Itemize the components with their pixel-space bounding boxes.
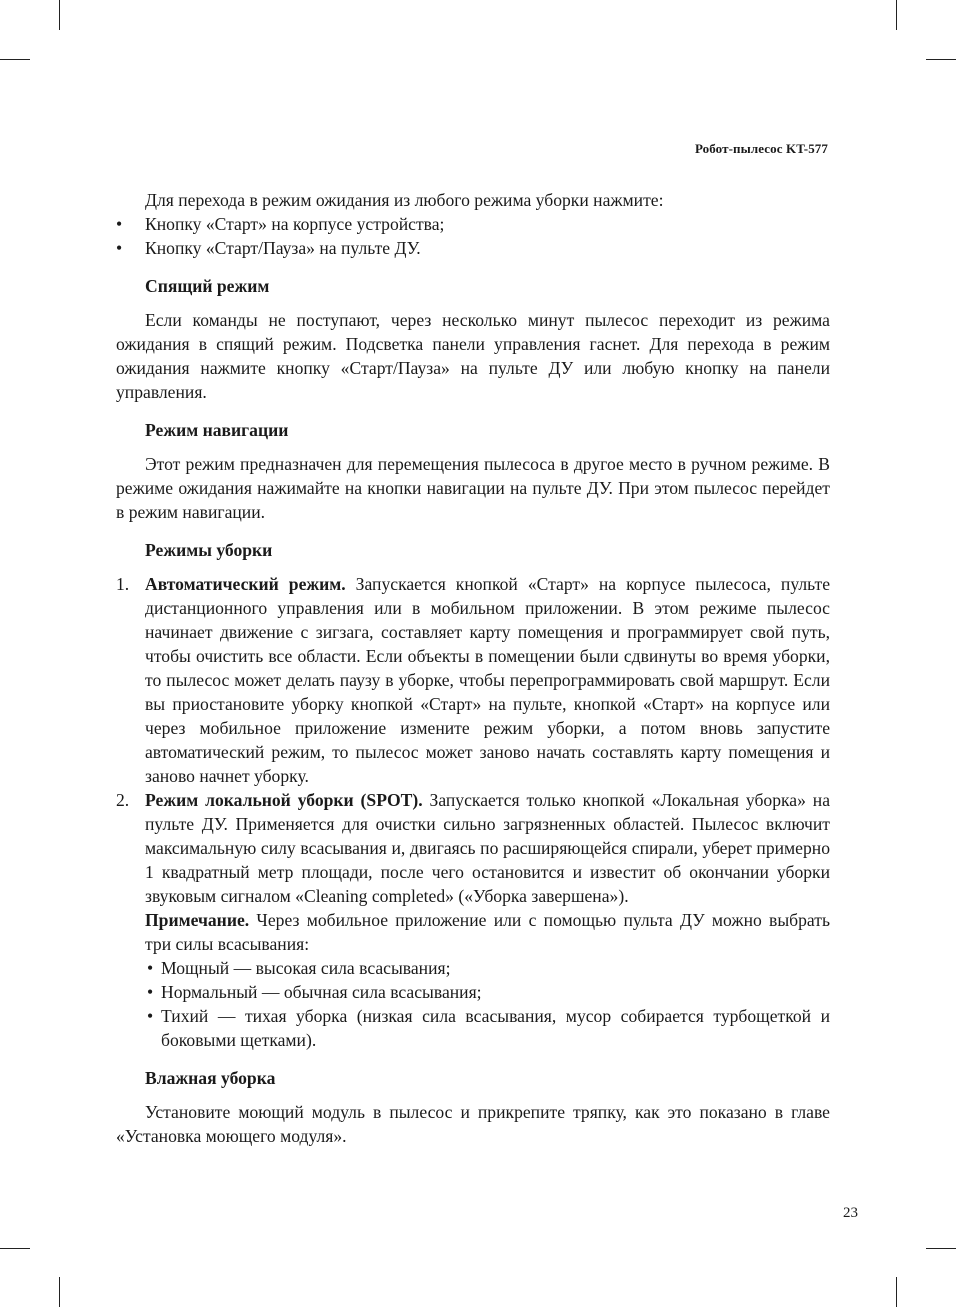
section-heading-wet-cleaning: Влажная уборка: [145, 1068, 276, 1088]
crop-mark-bottom-right: [896, 1277, 897, 1307]
note-paragraph: [116, 908, 830, 956]
list-item: [116, 980, 830, 1004]
note-label: Примечание.: [145, 910, 250, 930]
bullet-icon: •: [116, 214, 123, 234]
note-text: Через мобильное приложение или с помощью пульта ДУ можно выбрать три силы всасывания:: [145, 910, 830, 954]
list-item: [116, 1004, 830, 1052]
standby-intro: Для перехода в режим ожидания из любого режима уборки нажмите:: [145, 190, 664, 210]
list-item-text: Кнопку «Старт» на корпусе устройства;: [145, 214, 445, 234]
crop-mark-bottom-left-h: [0, 1248, 30, 1249]
item-lead: Режим локальной уборки (SPOT).: [145, 790, 423, 810]
list-item-text: Мощный — высокая сила всасывания;: [161, 958, 451, 978]
crop-mark-bottom-right-h: [926, 1248, 956, 1249]
item-number: 2.: [116, 790, 130, 810]
bullet-icon: •: [116, 238, 123, 258]
bullet-icon: •: [147, 958, 154, 978]
numbered-item-auto: [116, 572, 830, 788]
crop-mark-top-left-h: [0, 59, 30, 60]
item-text: Запускается кнопкой «Старт» на корпусе пылесоса, пульте дистанционного управления или в мобильном приложении. В этом режиме пылесос начинает движение с зигзага, составляет карту помещения и программирует свой путь, чтобы очистить все области. Если объекты в помещении были сдвинуты во время уборки, то пылесос может делать паузу в уборке, чтобы перепрограммировать свой маршрут. Если вы приостановите уборку кнопкой «Старт» на пульте, кнопкой «Старт» на корпусе или через мобильное приложение измените режим уборки, а потом вновь запустите автоматический режим, то пылесос может заново начать составлять карту помещения и заново начнет уборку.: [145, 574, 831, 786]
wet-paragraph: Установите моющий модуль в пылесос и прикрепите тряпку, как это показано в главе «Установка моющего модуля».: [116, 1102, 830, 1146]
item-text: Запускается только кнопкой «Локальная уборка» на пульте ДУ. Применяется для очистки сильно загрязненных областей. Пылесос включит максимальную силу всасывания и, двигаясь по расширяющейся спирали, уберет примерно 1 квадратный метр площади, после чего остановится и известит об окончании уборки звуковым сигналом «Cleaning completed» («Уборка завершена»).: [145, 790, 830, 906]
running-header: Робот-пылесос KT-577: [694, 141, 828, 156]
list-item-text: Нормальный — обычная сила всасывания;: [161, 982, 482, 1002]
section-heading-sleep: Спящий режим: [145, 276, 270, 296]
numbered-item-spot: [116, 788, 830, 908]
crop-mark-top-left: [59, 0, 60, 30]
list-item: [116, 212, 830, 236]
page-number: 23: [843, 1205, 858, 1221]
crop-mark-top-right: [896, 0, 897, 30]
navigation-paragraph: Этот режим предназначен для перемещения пылесоса в другое место в ручном режиме. В режиме ожидания нажимайте на кнопки навигации на пульте ДУ. При этом пылесос перейдет в режим навигации.: [116, 454, 830, 522]
list-item-text: Кнопку «Старт/Пауза» на пульте ДУ.: [145, 238, 421, 258]
list-item-text: Тихий — тихая уборка (низкая сила всасывания, мусор собирается турбощеткой и боковыми щетками).: [161, 1006, 830, 1050]
list-item: [116, 236, 830, 260]
section-heading-navigation: Режим навигации: [145, 420, 289, 440]
crop-mark-top-right-h: [926, 59, 956, 60]
sleep-paragraph: Если команды не поступают, через несколько минут пылесос переходит из режима ожидания в спящий режим. Подсветка панели управления гаснет. Для перехода в режим ожидания нажмите кнопку «Старт/Пауза» на пульте ДУ или любую кнопку на панели управления.: [116, 310, 830, 402]
bullet-icon: •: [147, 982, 154, 1002]
item-lead: Автоматический режим.: [145, 574, 346, 594]
item-number: 1.: [116, 574, 130, 594]
list-item: [116, 956, 830, 980]
bullet-icon: •: [147, 1006, 154, 1026]
page-content: [116, 188, 830, 1148]
section-heading-cleaning-modes: Режимы уборки: [145, 540, 273, 560]
crop-mark-bottom-left: [59, 1277, 60, 1307]
